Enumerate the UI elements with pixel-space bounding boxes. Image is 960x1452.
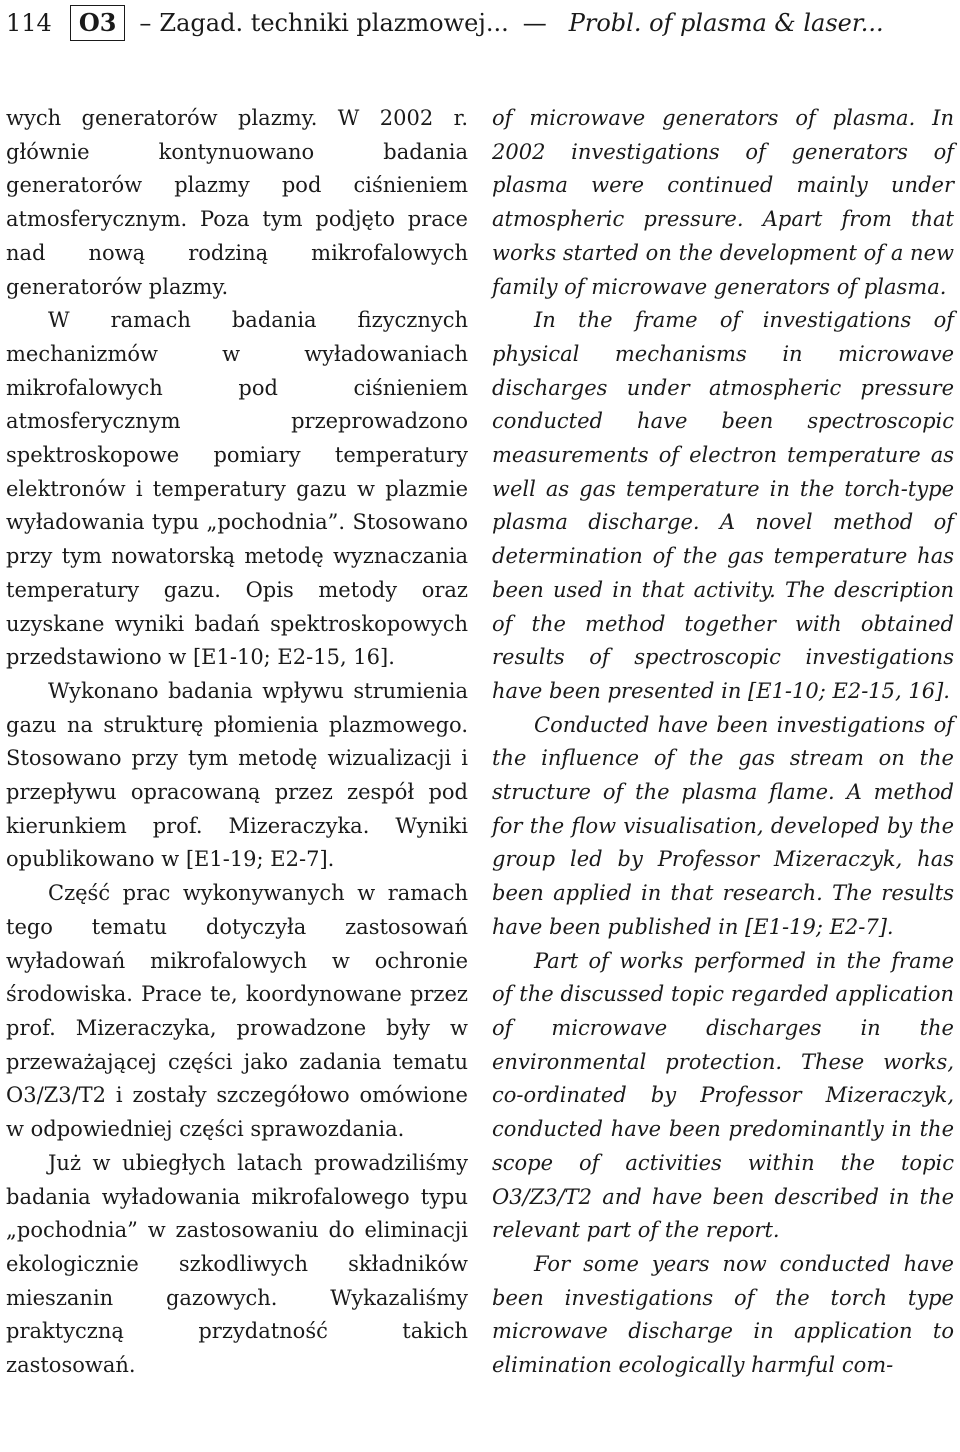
polish-column bbox=[6, 102, 468, 1383]
header-title-english: Probl. of plasma & laser... bbox=[568, 9, 884, 37]
english-column bbox=[492, 102, 954, 1383]
polish-paragraph: W ramach badania fizycznych mechanizmów w wyładowaniach mikrofalowych pod ciśnieniem atmosferycznym przeprowadzono spektroskopowe pomiary temperatury elektronów i temperatury gazu w plazmie wyładowania typu „pochodnia”. Stosowano przy tym nowatorską metodę wyznaczania temperatury gazu. Opis metody oraz uzyskane wyniki badań spektroskopowych przedstawiono w [E1-10; E2-15, 16]. bbox=[6, 308, 468, 670]
english-paragraph: For some years now conducted have been investigations of the torch type microwave discharge in application to elimination ecologically harmful com- bbox=[492, 1251, 954, 1378]
english-paragraph: Part of works performed in the frame of the discussed topic regarded application of microwave discharges in the environmental protection. These works, co-ordinated by Professor Mizeraczyk, conducted have been predominantly in the scope of activities within the topic O3/Z3/T2 and have been described in the relevant part of the report. bbox=[492, 948, 954, 1243]
running-header bbox=[6, 4, 954, 42]
polish-paragraph: wych generatorów plazmy. W 2002 r. głównie kontynuowano badania generatorów plazmy pod ciśnieniem atmosferycznym. Poza tym podjęto prace nad nową rodziną mikrofalowych generatorów plazmy. bbox=[6, 106, 468, 299]
section-code-box: O3 bbox=[70, 5, 126, 41]
polish-paragraph: Już w ubiegłych latach prowadziliśmy badania wyładowania mikrofalowego typu „pochodnia” w zastosowaniu do eliminacji ekologicznie szkodliwych składników mieszanin gazowych. Wykazaliśmy praktyczną przydatność takich zastosowań. bbox=[6, 1150, 468, 1378]
english-paragraph: of microwave generators of plasma. In 2002 investigations of generators of plasma were continued mainly under atmospheric pressure. Apart from that works started on the development of a new family of microwave generators of plasma. bbox=[492, 106, 954, 299]
header-dash-long: — bbox=[522, 9, 547, 37]
header-title-polish: Zagad. techniki plazmowej... bbox=[159, 9, 509, 37]
page-number: 114 bbox=[6, 9, 52, 37]
header-dash: – bbox=[139, 9, 152, 37]
polish-paragraph: Część prac wykonywanych w ramach tego tematu dotyczyła zastosowań wyładowań mikrofalowych w ochronie środowiska. Prace te, koordynowane przez prof. Mizeraczyka, prowadzone były w przeważającej części jako zadania tematu O3/Z3/T2 i zostały szczegółowo omówione w odpowiedniej części sprawozdania. bbox=[6, 881, 468, 1142]
polish-paragraph: Wykonano badania wpływu strumienia gazu na strukturę płomienia plazmowego. Stosowano przy tym metodę wizualizacji i przepływu opracowaną przez zespół pod kierunkiem prof. Mizeraczyka. Wyniki opublikowano w [E1-19; E2-7]. bbox=[6, 678, 468, 872]
english-paragraph: Conducted have been investigations of the influence of the gas stream on the structure of the plasma flame. A method for the flow visualisation, developed by the group led by Professor Mizeraczyk, has been applied in that research. The results have been published in [E1-19; E2-7]. bbox=[492, 712, 954, 939]
english-paragraph: In the frame of investigations of physical mechanisms in microwave discharges under atmospheric pressure conducted have been spectroscopic measurements of electron temperature as well as gas temperature in the torch-type plasma discharge. A novel method of determination of the gas temperature has been used in that activity. The description of the method together with obtained results of spectroscopic investigations have been presented in [E1-10; E2-15, 16]. bbox=[492, 308, 954, 703]
